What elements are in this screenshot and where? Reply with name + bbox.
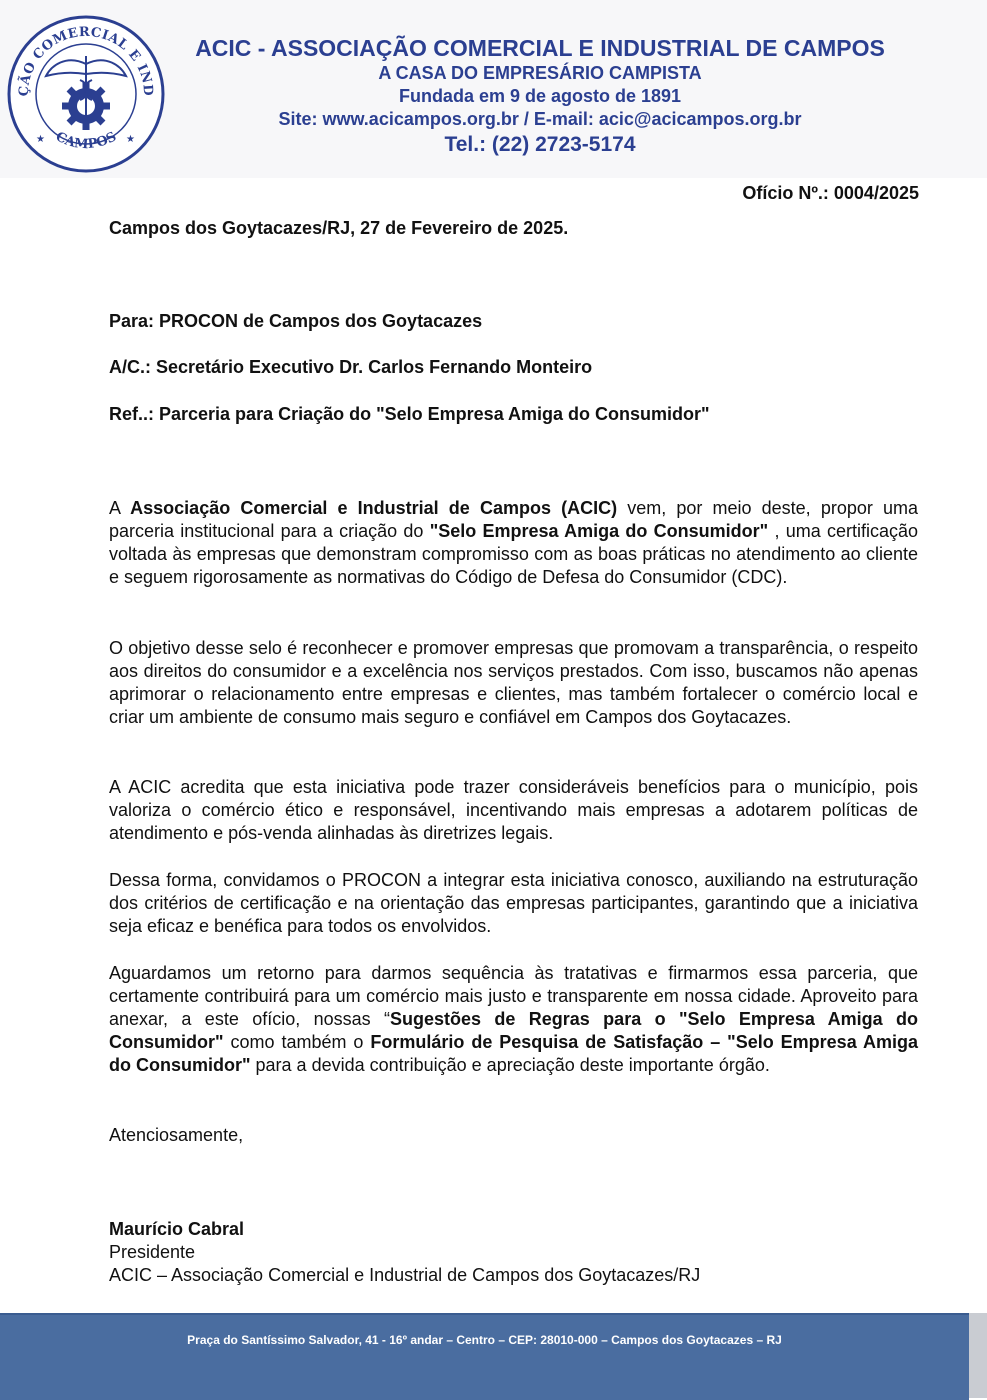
- recipient-ac: A/C.: Secretário Executivo Dr. Carlos Fernando Monteiro: [109, 357, 593, 377]
- signer-title: Presidente: [109, 1242, 196, 1262]
- p1-text-e: , uma certificação voltada às empresas que demonstram compromisso com as boas práticas no atendimento ao cliente e seguem rigorosamente as normativas do Código de Defesa do Consumidor (CDC).: [109, 521, 919, 587]
- p1-bold-org: Associação Comercial e Industrial de Campos (ACIC): [130, 498, 618, 518]
- signer-name: Maurício Cabral: [109, 1219, 245, 1239]
- p1-text-c: vem, por meio deste, propor uma parceria institucional para a criação do: [109, 498, 918, 541]
- paragraph-3: A ACIC acredita que esta iniciativa pode trazer consideráveis benefícios para o município, pois valoriza o comércio ético e responsável, incentivando mais empresas a adotarem políticas de atendimento e pós-venda alinhadas às diretrizes legais.: [109, 777, 918, 843]
- p5-text-a: Aguardamos um retorno para darmos sequência às tratativas e firmarmos essa parceria, que certamente contribuirá para um comércio mais justo e transparente em nossa cidade. Aproveito para anexar, a este ofício, nossas “: [109, 963, 918, 1029]
- letter-date: Campos dos Goytacazes/RJ, 27 de Fevereiro de 2025.: [109, 218, 569, 238]
- signature-block: [109, 1218, 700, 1287]
- svg-text:CAMPOS: CAMPOS: [52, 129, 120, 153]
- reference-line: Ref..: Parceria para Criação do "Selo Empresa Amiga do Consumidor": [109, 404, 710, 424]
- phone-line: Tel.: (22) 2723-5174: [444, 133, 636, 156]
- signer-org: ACIC – Associação Comercial e Industrial de Campos dos Goytacazes/RJ: [109, 1265, 701, 1285]
- oficio-number: Ofício Nº.: 0004/2025: [742, 183, 919, 203]
- p5-text-e: para a devida contribuição e apreciação deste importante órgão.: [250, 1055, 770, 1075]
- paragraph-4: Dessa forma, convidamos o PROCON a integrar esta iniciativa conosco, auxiliando na estruturação dos critérios de certificação e na orientação das empresas participantes, garantindo que a iniciativa seja eficaz e benéfica para todos os envolvidos.: [109, 870, 918, 936]
- tagline: A CASA DO EMPRESÁRIO CAMPISTA: [378, 63, 702, 83]
- p5-text-c: como também o: [223, 1032, 371, 1052]
- p1-text-a: A: [109, 498, 131, 518]
- footer-edge: [969, 1313, 987, 1398]
- paragraph-1: [109, 497, 918, 589]
- acic-logo: [6, 14, 166, 174]
- paragraph-2: O objetivo desse selo é reconhecer e promover empresas que promovam a transparência, o respeito aos direitos do consumidor e a excelência nos serviços prestados. Com isso, buscamos não apenas aprimorar o relacionamento entre empresas e clientes, mas também fortalecer o comércio local e criar um ambiente de consumo mais seguro e confiável em Campos dos Goytacazes.: [109, 638, 918, 727]
- closing: Atenciosamente,: [109, 1125, 244, 1145]
- svg-text:★: ★: [126, 134, 135, 145]
- p1-bold-selo: "Selo Empresa Amiga do Consumidor": [429, 521, 769, 541]
- recipient-para: Para: PROCON de Campos dos Goytacazes: [109, 311, 483, 331]
- paragraph-5: [109, 962, 918, 1077]
- p5-bold-formulario: Formulário de Pesquisa de Satisfação – "Selo Empresa Amiga do Consumidor": [109, 1032, 918, 1075]
- site-email-line[interactable]: Site: www.acicampos.org.br / E-mail: acic@acicampos.org.br: [278, 109, 802, 129]
- footer-address: Praça do Santíssimo Salvador, 41 - 16º andar – Centro – CEP: 28010-000 – Campos dos Goytacazes – RJ: [187, 1333, 782, 1347]
- p5-bold-sugestoes: Sugestões de Regras para o "Selo Empresa Amiga do Consumidor": [109, 1009, 918, 1052]
- svg-text:★: ★: [36, 134, 45, 145]
- org-name: ACIC - ASSOCIAÇÃO COMERCIAL E INDUSTRIAL DE CAMPOS: [195, 35, 885, 61]
- letterhead-text: [168, 34, 912, 158]
- footer-bar: [0, 1313, 969, 1400]
- founded-line: Fundada em 9 de agosto de 1891: [398, 86, 682, 106]
- svg-text:ASSOCIAÇÃO COMERCIAL E INDUSTR: ÇÃO COMERCIAL E IND: [16, 24, 156, 97]
- acic-seal-icon: [6, 14, 166, 174]
